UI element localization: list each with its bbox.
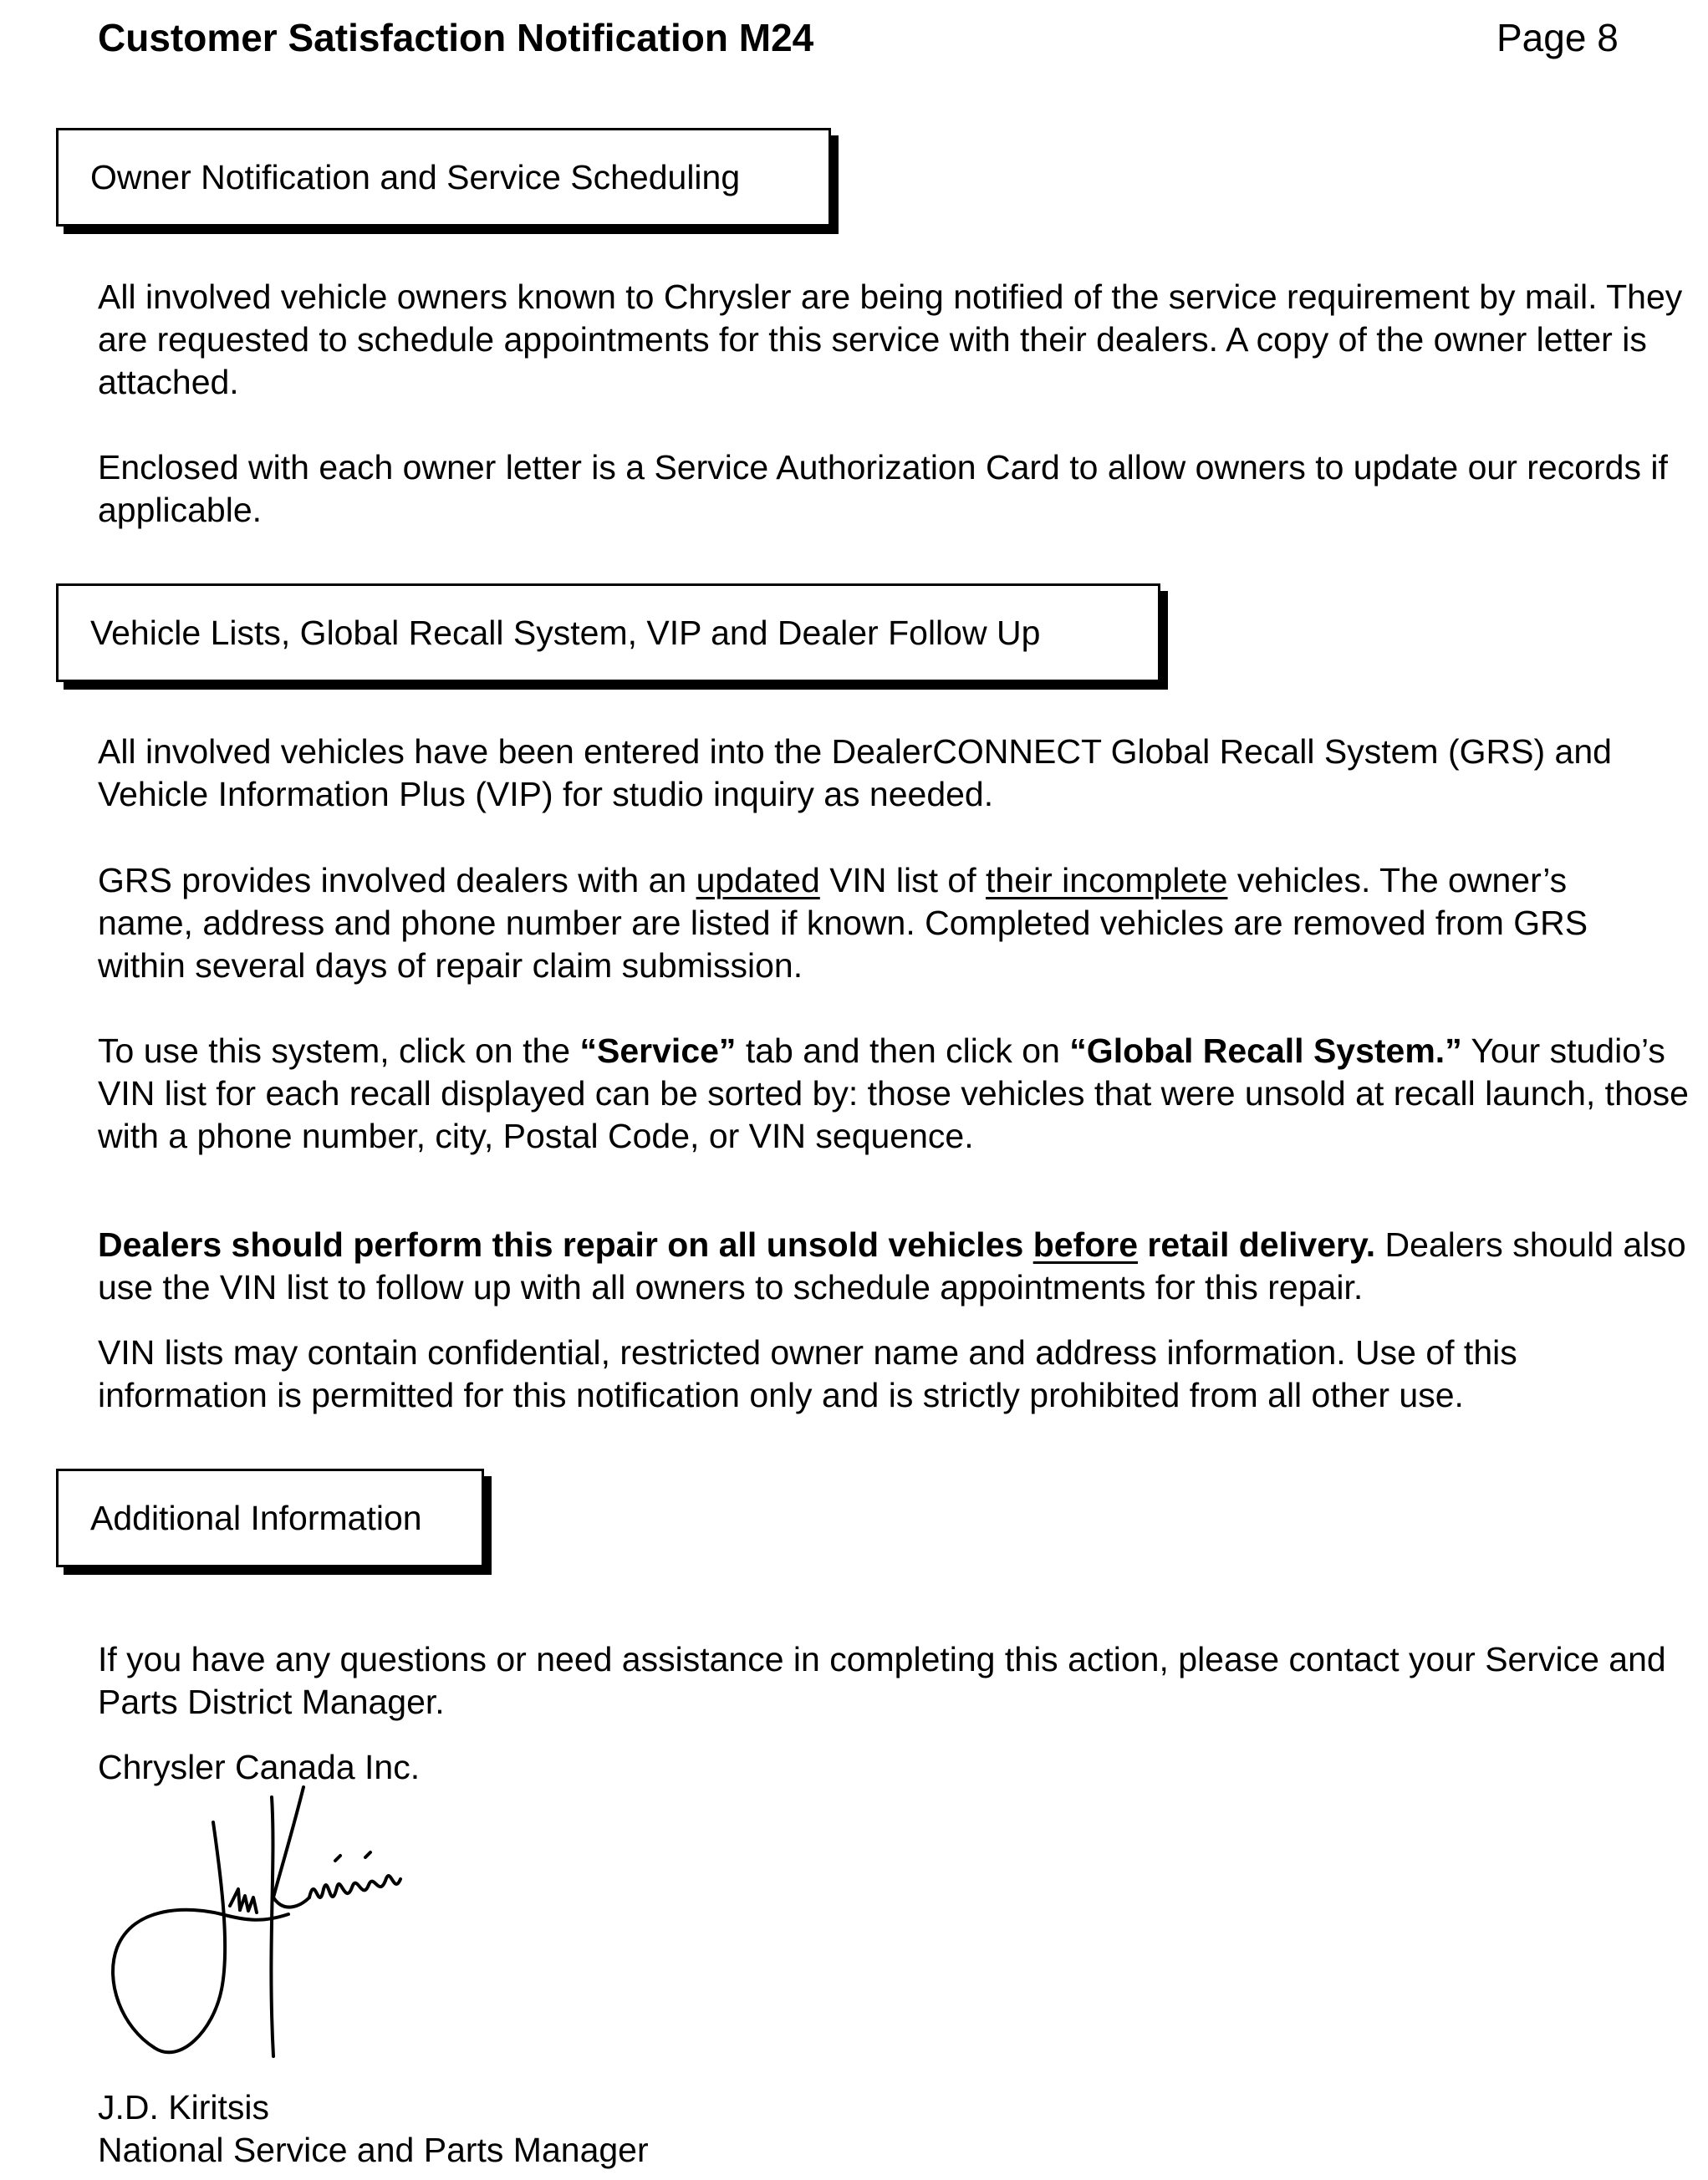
paragraph-text: J.D. Kiritsis bbox=[98, 2088, 269, 2127]
vehicle-lists-paragraph-5 bbox=[98, 1332, 1686, 1417]
text-run: GRS provides involved dealers with an bbox=[98, 861, 696, 899]
paragraph-text bbox=[98, 1030, 1695, 1158]
section-heading-vehicle-lists bbox=[56, 583, 1160, 682]
text-run: Your studio’s VIN list for each recall displayed can be sorted by: those vehicles that were unsold at recall launch, those with a phone number, city, Postal Code, or VIN sequence. bbox=[98, 1031, 1689, 1155]
bold-underlined-text: before bbox=[1032, 1225, 1139, 1264]
section-heading-label: Additional Information bbox=[90, 1498, 422, 1537]
bold-text: “Service” bbox=[579, 1031, 737, 1070]
owner-notification-paragraph-1 bbox=[98, 276, 1686, 404]
signer-name bbox=[98, 2086, 1686, 2129]
text-run: vehicles. The owner’s name, address and phone number are listed if known. Completed vehicles are removed from GRS within several days of repair claim submission. bbox=[98, 861, 1588, 985]
text-run: tab and then click on bbox=[736, 1031, 1070, 1070]
paragraph-text: Chrysler Canada Inc. bbox=[98, 1748, 421, 1786]
paragraph-text: National Service and Parts Manager bbox=[98, 2131, 649, 2169]
paragraph-text bbox=[98, 859, 1628, 987]
bold-text: retail delivery. bbox=[1138, 1225, 1376, 1264]
underlined-text: their incomplete bbox=[986, 861, 1228, 899]
additional-paragraph-1 bbox=[98, 1638, 1686, 1724]
section-heading-additional-information bbox=[56, 1469, 484, 1567]
vehicle-lists-paragraph-1 bbox=[98, 731, 1686, 816]
section-heading-label: Owner Notification and Service Scheduling bbox=[90, 157, 741, 196]
text-run: To use this system, click on the bbox=[98, 1031, 580, 1070]
paragraph-text: All involved vehicles have been entered into the DealerCONNECT Global Recall System (GRS) and Vehicle Information Plus (VIP) for studio inquiry as needed. bbox=[98, 732, 1612, 813]
signature-image bbox=[96, 1780, 431, 2098]
bold-text: Dealers should perform this repair on all unsold vehicles bbox=[98, 1225, 1033, 1264]
paragraph-text: Enclosed with each owner letter is a Service Authorization Card to allow owners to update our records if applicable. bbox=[98, 448, 1668, 529]
section-heading-label: Vehicle Lists, Global Recall System, VIP and Dealer Follow Up bbox=[90, 613, 1041, 652]
paragraph-text: All involved vehicle owners known to Chrysler are being notified of the service requirement by mail. They are requested to schedule appointments for this service with their dealers. A copy of the owner letter is attached. bbox=[98, 278, 1683, 401]
signer-title bbox=[98, 2129, 1686, 2172]
bold-text: “Global Recall System.” bbox=[1069, 1031, 1462, 1070]
document-title: Customer Satisfaction Notification M24 bbox=[98, 16, 814, 59]
text-run: VIN list of bbox=[819, 861, 987, 899]
vehicle-lists-paragraph-2 bbox=[98, 859, 1628, 987]
underlined-text: updated bbox=[696, 861, 820, 899]
section-heading-owner-notification bbox=[56, 128, 831, 227]
vehicle-lists-paragraph-3 bbox=[98, 1030, 1695, 1158]
paragraph-text bbox=[98, 1224, 1686, 1309]
text-run: Dealers should also use the VIN list to follow up with all owners to schedule appointments for this repair. bbox=[98, 1225, 1686, 1306]
owner-notification-paragraph-2 bbox=[98, 446, 1686, 532]
vehicle-lists-paragraph-4 bbox=[98, 1224, 1686, 1309]
page-number: Page 8 bbox=[1496, 16, 1619, 59]
paragraph-text: VIN lists may contain confidential, restricted owner name and address information. Use of this information is permitted for this notification only and is strictly prohibited from all other use. bbox=[98, 1333, 1517, 1414]
paragraph-text: If you have any questions or need assistance in completing this action, please contact your Service and Parts District Manager. bbox=[98, 1640, 1666, 1721]
